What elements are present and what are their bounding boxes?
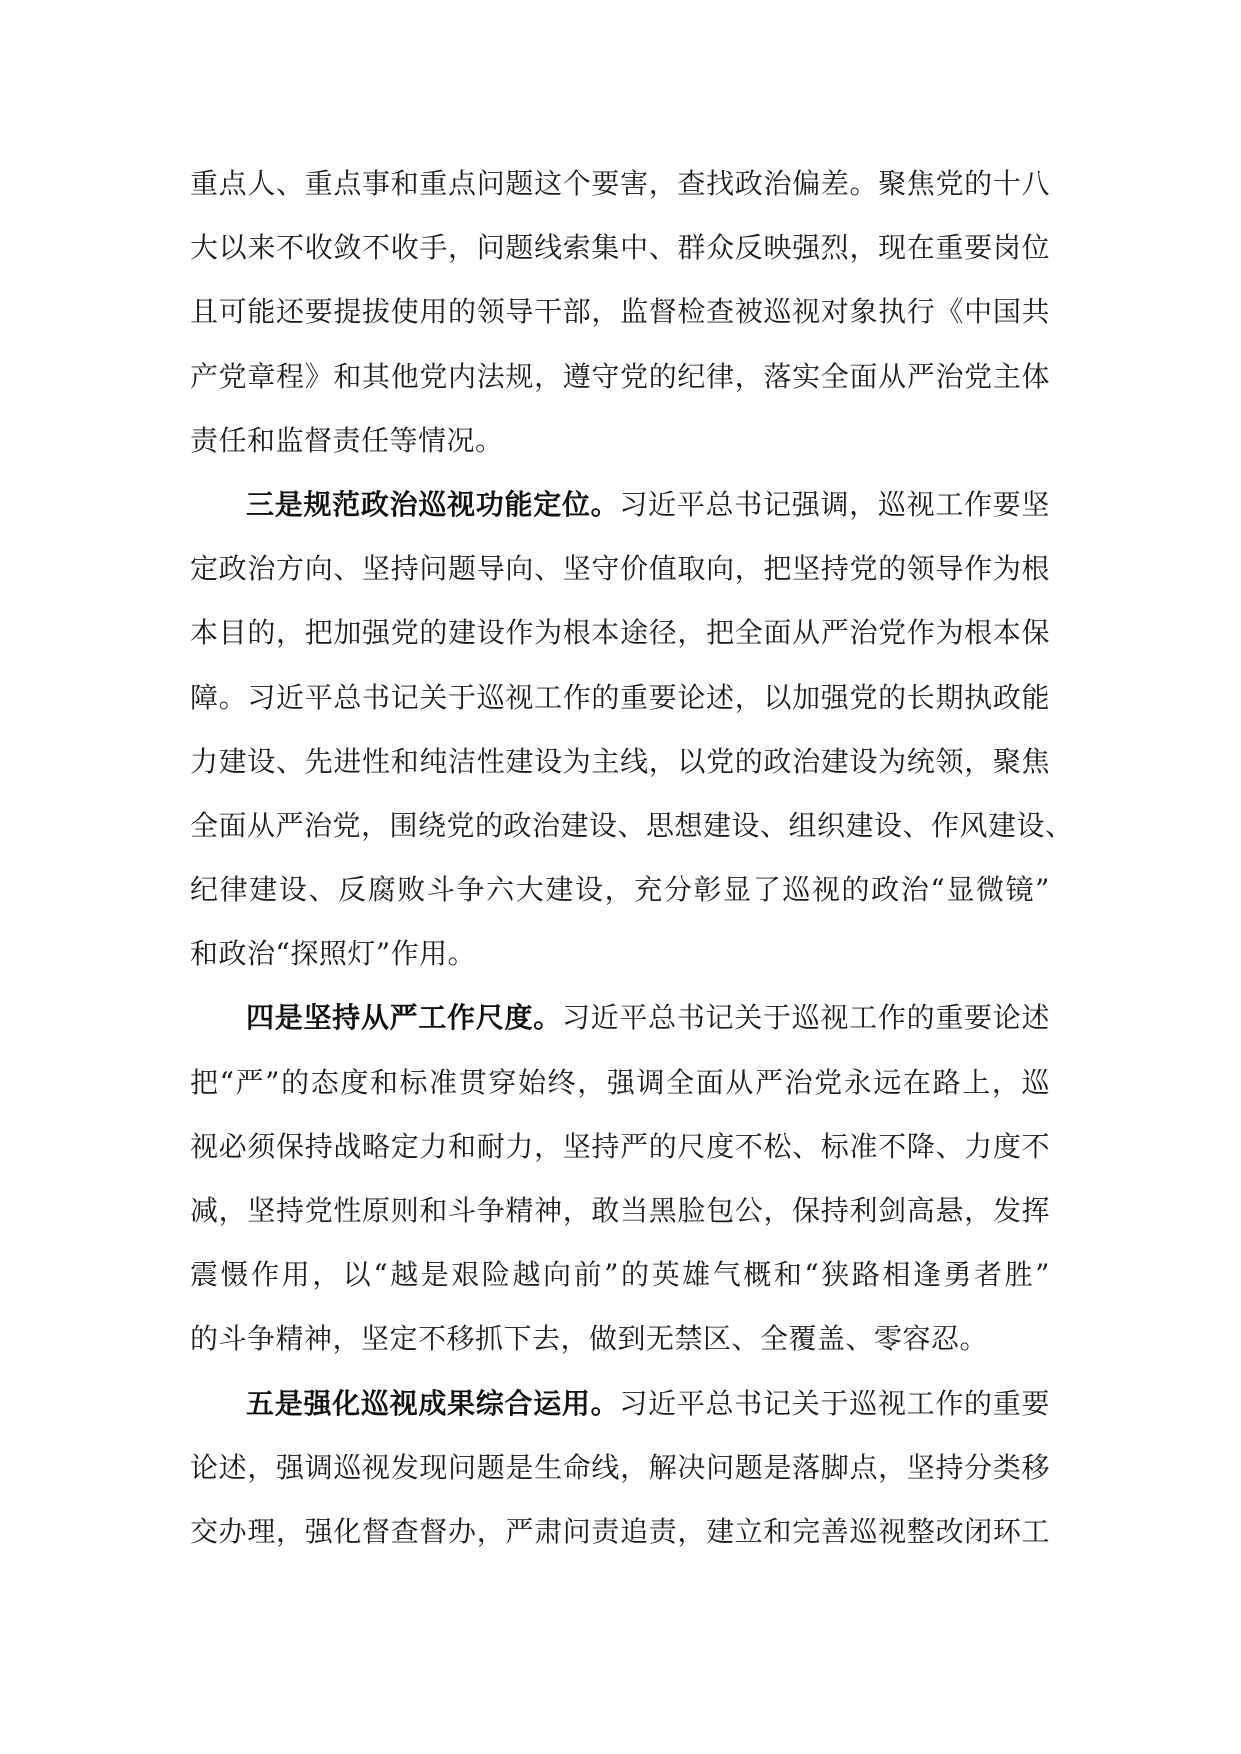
paragraph-heading: 五是强化巡视成果综合运用。 (246, 1386, 620, 1420)
text-span: 习近平总书记强调，巡视工作要坚 (619, 487, 1050, 521)
text-span: 习近平总书记关于巡视工作的重要论述 (561, 1001, 1050, 1035)
text-line: 纪律建设、反腐败斗争六大建设，充分彰显了巡视的政治“显微镜” (190, 873, 1050, 907)
paragraph-heading: 三是规范政治巡视功能定位。 (246, 487, 620, 521)
document-page (190, 152, 1074, 1564)
text-line: 视必须保持战略定力和耐力，坚持严的尺度不松、标准不降、力度不 (190, 1129, 1050, 1163)
text-line: 障。习近平总书记关于巡视工作的重要论述，以加强党的长期执政能 (190, 680, 1050, 714)
text-line: 全面从严治党，围绕党的政治建设、思想建设、组织建设、作风建设、 (190, 808, 1074, 842)
text-line: 减，坚持党性原则和斗争精神，敢当黑脸包公，保持利剑高悬，发挥 (190, 1194, 1050, 1227)
text-line: 震慑作用，以“越是艰险越向前”的英雄气概和“狭路相逢勇者胜” (190, 1258, 1050, 1292)
text-line: 重点人、重点事和重点问题这个要害，查找政治偏差。聚焦党的十八 (190, 167, 1050, 200)
text-line: 且可能还要提拔使用的领导干部，监督检查被巡视对象执行《中国共 (190, 295, 1050, 329)
text-line: 产党章程》和其他党内法规，遵守党的纪律，落实全面从严治党主体 (190, 359, 1050, 393)
text-line: 把“严”的态度和标准贯穿始终，强调全面从严治党永远在路上，巡 (190, 1065, 1050, 1099)
text-line: 本目的，把加强党的建设作为根本途径，把全面从严治党作为根本保 (190, 616, 1050, 650)
paragraph-4 (190, 1372, 1050, 1565)
text-line: 大以来不收敛不收手，问题线索集中、群众反映强烈，现在重要岗位 (190, 231, 1050, 265)
text-line (190, 1372, 1050, 1436)
paragraph-3 (190, 986, 1050, 1371)
text-line: 力建设、先进性和纯洁性建设为主线，以党的政治建设为统领，聚焦 (190, 744, 1050, 778)
text-span: 习近平总书记关于巡视工作的重要 (619, 1386, 1050, 1420)
text-line: 定政治方向、坚持问题导向、坚守价值取向，把坚持党的领导作为根 (190, 552, 1050, 586)
text-line: 的斗争精神，坚定不移抓下去，做到无禁区、全覆盖、零容忍。 (190, 1322, 989, 1356)
text-line: 和政治“探照灯”作用。 (190, 937, 477, 971)
text-line (190, 473, 1050, 537)
text-line: 交办理，强化督查督办，严肃问责追责，建立和完善巡视整改闭环工 (190, 1514, 1050, 1548)
text-line (190, 986, 1050, 1050)
text-line: 论述，强调巡视发现问题是生命线，解决问题是落脚点，坚持分类移 (190, 1450, 1050, 1484)
paragraph-2 (190, 473, 1074, 987)
text-line: 责任和监督责任等情况。 (190, 423, 504, 457)
paragraph-heading: 四是坚持从严工作尺度。 (246, 1001, 562, 1035)
paragraph-1 (190, 152, 1050, 473)
